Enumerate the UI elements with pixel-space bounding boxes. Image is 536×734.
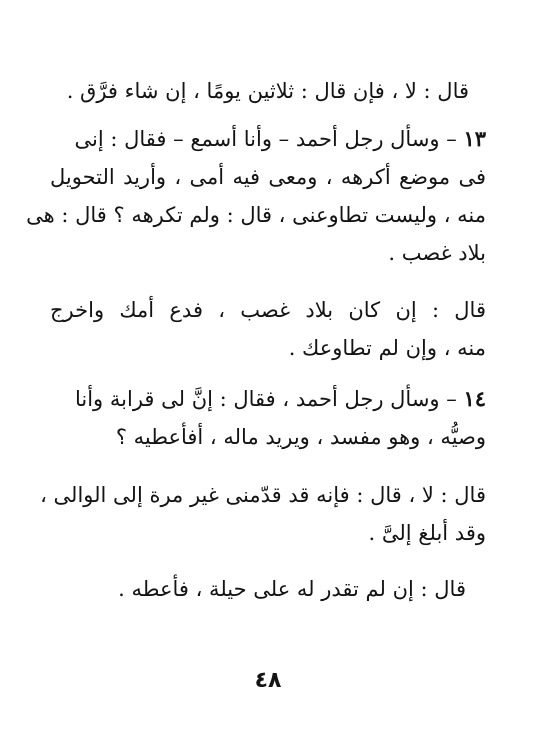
text-line: وقد أبلغ إلىَّ . bbox=[368, 521, 486, 545]
text-line: وصيُّه ، وهو مفسد ، ويريد ماله ، أفأعطيه ؟ bbox=[115, 425, 486, 449]
text-line: منه ، وإن لم تطاوعك . bbox=[288, 336, 486, 360]
paragraph-number: ١٤ bbox=[463, 386, 486, 411]
text-line: قال : لا ، قال : فإنه قد قدّمنى غير مرة إلى الوالى ، bbox=[40, 483, 486, 507]
text-line: قال : لا ، فإن قال : ثلاثين يومًا ، إن شاء فرَّق . bbox=[66, 79, 469, 103]
text-line bbox=[50, 124, 486, 154]
text-line: قال : إن كان بلاد غصب ، فدع أمك واخرج bbox=[50, 298, 486, 322]
paragraph-number: ١٣ bbox=[463, 126, 486, 151]
text-line bbox=[50, 384, 486, 414]
text-line: بلاد غصب . bbox=[388, 241, 486, 265]
text-line-content: – وسأل رجل أحمد – وأنا أسمع – فقال : إنى bbox=[74, 127, 457, 151]
text-line-content: – وسأل رجل أحمد ، فقال : إنَّ لى قرابة وأنا bbox=[74, 387, 457, 411]
text-line: قال : إن لم تقدر له على حيلة ، فأعطه . bbox=[118, 577, 466, 601]
text-line: فى موضع أكرهه ، ومعى فيه أمى ، وأريد التحويل bbox=[50, 165, 486, 189]
text-line: منه ، وليست تطاوعنى ، قال : ولم تكرهه ؟ قال : هى bbox=[26, 203, 486, 227]
page-number: ٤٨ bbox=[254, 668, 282, 693]
